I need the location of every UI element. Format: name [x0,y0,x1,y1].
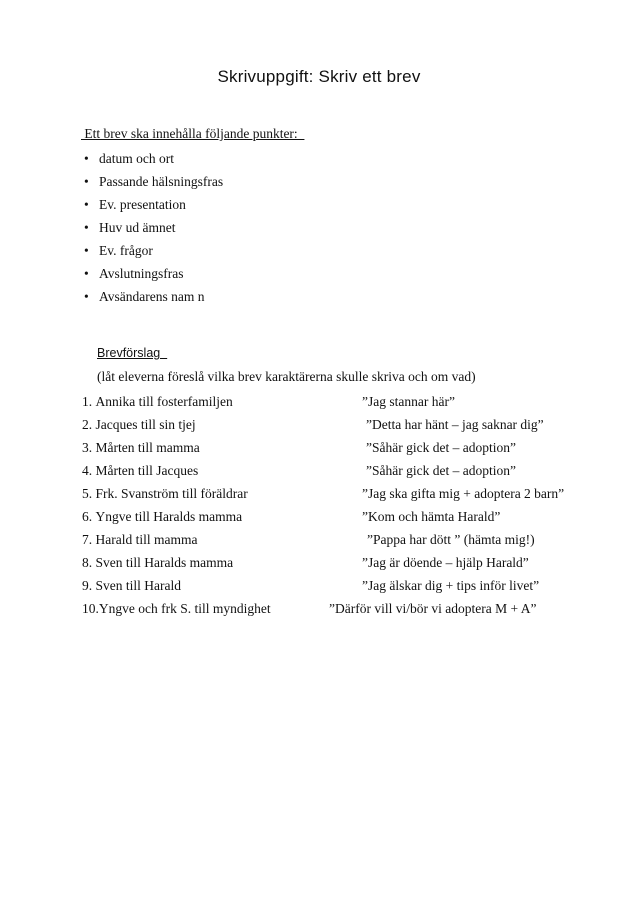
letter-content: ”Därför vill vi/bör vi adoptera M + A” [329,601,537,616]
point-text: Ev. presentation [99,197,186,212]
letter-suggestions-list [82,390,622,620]
letter-content: ”Såhär gick det – adoption” [366,463,516,478]
suggestions-heading: Brevförslag [97,346,168,360]
bullet-icon: • [84,151,89,166]
point-text: Avsändarens nam n [99,289,205,304]
letter-content: ”Jag är döende – hjälp Harald” [362,555,529,570]
letter-row [82,597,622,620]
row-number: 4. [82,463,93,478]
point-text: Passande hälsningsfras [99,174,224,189]
list-item [84,193,223,216]
bullet-icon: • [84,266,89,281]
point-text: Ev. frågor [99,243,153,258]
letter-writer: Frk. Svanström till föräldrar [95,486,248,501]
list-item [84,216,223,239]
letter-writer: Harald till mamma [95,532,198,547]
list-item [84,147,223,170]
letter-content: ”Kom och hämta Harald” [362,509,501,524]
row-number: 3. [82,440,93,455]
bullet-icon: • [84,289,89,304]
bullet-icon: • [84,174,89,189]
list-item [84,170,223,193]
bullet-icon: • [84,220,89,235]
row-number: 7. [82,532,93,547]
document-title: Skrivuppgift: Skriv ett brev [217,67,421,86]
suggestions-note: (låt eleverna föreslå vilka brev karaktärerna skulle skriva och om vad) [97,369,476,384]
row-number: 5. [82,486,93,501]
row-number: 1. [82,394,93,409]
letter-writer: Mårten till mamma [95,440,200,455]
letter-writer: Annika till fosterfamiljen [95,394,233,409]
point-text: datum och ort [99,151,174,166]
letter-writer: Mårten till Jacques [95,463,199,478]
bullet-icon: • [84,243,89,258]
row-number: 6. [82,509,93,524]
required-points-list [84,147,223,308]
intro-text: Ett brev ska innehålla följande punkter: [81,126,305,141]
letter-row [82,413,622,436]
letter-row [82,390,622,413]
letter-row [82,436,622,459]
letter-row [82,528,622,551]
row-number: 8. [82,555,93,570]
letter-content: ”Jag ska gifta mig + adoptera 2 barn” [362,486,565,501]
letter-content: ”Såhär gick det – adoption” [366,440,516,455]
letter-writer: Sven till Harald [95,578,181,593]
letter-row [82,459,622,482]
row-number: 10. [82,601,99,616]
point-text: Avslutningsfras [99,266,184,281]
list-item [84,239,223,262]
row-number: 9. [82,578,93,593]
row-number: 2. [82,417,93,432]
letter-row [82,505,622,528]
letter-content: ”Jag stannar här” [362,394,455,409]
letter-content: ”Detta har hänt – jag saknar dig” [366,417,544,432]
list-item [84,262,223,285]
letter-writer: Yngve till Haralds mamma [95,509,243,524]
letter-row [82,482,622,505]
letter-writer: Sven till Haralds mamma [95,555,234,570]
bullet-icon: • [84,197,89,212]
letter-writer: Jacques till sin tjej [95,417,196,432]
list-item [84,285,223,308]
letter-content: ”Jag älskar dig + tips inför livet” [362,578,540,593]
letter-row [82,551,622,574]
letter-content: ”Pappa har dött ” (hämta mig!) [367,532,535,547]
letter-row [82,574,622,597]
point-text: Huv ud ämnet [99,220,176,235]
letter-writer: Yngve och frk S. till myndighet [98,601,271,616]
